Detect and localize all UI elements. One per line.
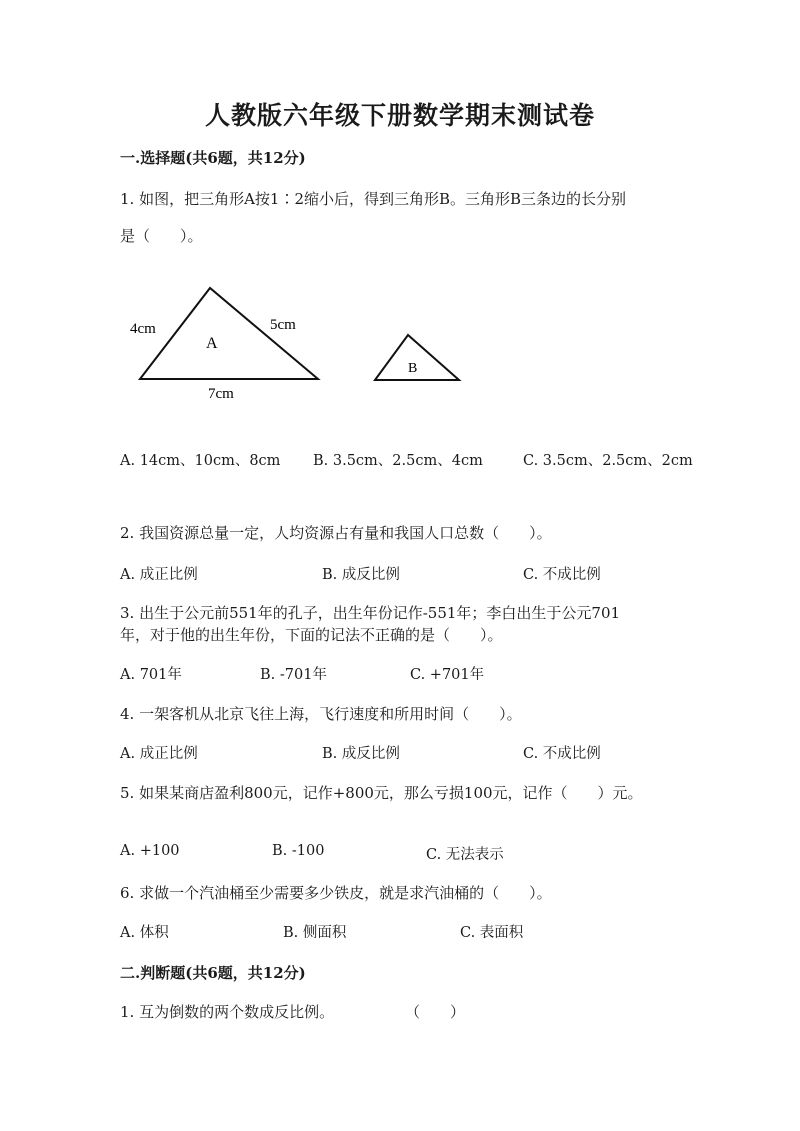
judgment-1-text: 1. 互为倒数的两个数成反比例。 <box>120 1003 335 1021</box>
question-2-option-b[interactable]: B. 成反比例 <box>322 567 400 583</box>
triangles-diagram <box>120 278 480 408</box>
section-heading-choice: 一.选择题(共6题，共12分) <box>120 149 306 167</box>
question-3-option-b[interactable]: B. -701年 <box>260 667 327 683</box>
question-4-option-a[interactable]: A. 成正比例 <box>120 746 198 762</box>
question-1-option-a[interactable]: A. 14cm、10cm、8cm <box>120 453 281 469</box>
page-title: 人教版六年级下册数学期末测试卷 <box>204 101 595 130</box>
question-3-line-1: 3. 出生于公元前551年的孔子，出生年份记作-551年；李白出生于公元701 <box>120 604 621 622</box>
question-4-option-b[interactable]: B. 成反比例 <box>322 746 400 762</box>
question-1-line-1: 1. 如图，把三角形A按1∶2缩小后，得到三角形B。三角形B三条边的长分别 <box>120 190 627 208</box>
question-5-option-c[interactable]: C. 无法表示 <box>426 847 504 863</box>
question-6-option-c[interactable]: C. 表面积 <box>460 925 524 941</box>
question-2-text: 2. 我国资源总量一定，人均资源占有量和我国人口总数（ ）。 <box>120 524 552 542</box>
question-6-option-b[interactable]: B. 侧面积 <box>283 925 347 941</box>
question-3-option-c[interactable]: C. +701年 <box>410 667 485 683</box>
question-1-option-c[interactable]: C. 3.5cm、2.5cm、2cm <box>523 453 693 469</box>
triangle-a-bottom-side: 7cm <box>208 386 234 402</box>
question-3-line-2: 年，对于他的出生年份，下面的记法不正确的是（ ）。 <box>120 626 503 644</box>
question-5-option-a[interactable]: A. +100 <box>120 843 180 859</box>
question-4-text: 4. 一架客机从北京飞往上海，飞行速度和所用时间（ ）。 <box>120 705 522 723</box>
question-2-option-a[interactable]: A. 成正比例 <box>120 567 198 583</box>
judgment-1-answer-blank[interactable]: （ ） <box>405 1003 466 1021</box>
section-heading-judgment: 二.判断题(共6题，共12分) <box>120 964 306 982</box>
question-3-option-a[interactable]: A. 701年 <box>120 667 182 683</box>
question-6-text: 6. 求做一个汽油桶至少需要多少铁皮，就是求汽油桶的（ ）。 <box>120 884 552 902</box>
triangle-a-left-side: 4cm <box>130 321 156 337</box>
question-5-text: 5. 如果某商店盈利800元，记作+800元，那么亏损100元，记作（ ）元。 <box>120 784 643 802</box>
triangle-a-right-side: 5cm <box>270 317 296 333</box>
question-1-option-b[interactable]: B. 3.5cm、2.5cm、4cm <box>313 453 483 469</box>
question-1-line-2: 是（ ）。 <box>120 227 203 245</box>
triangle-figure <box>120 278 480 408</box>
triangle-a-label: A <box>206 335 218 352</box>
question-2-option-c[interactable]: C. 不成比例 <box>523 567 601 583</box>
question-4-option-c[interactable]: C. 不成比例 <box>523 746 601 762</box>
triangle-b-label: B <box>408 361 418 376</box>
question-5-option-b[interactable]: B. -100 <box>272 843 325 859</box>
question-6-option-a[interactable]: A. 体积 <box>120 925 169 941</box>
triangle-a <box>140 288 318 379</box>
